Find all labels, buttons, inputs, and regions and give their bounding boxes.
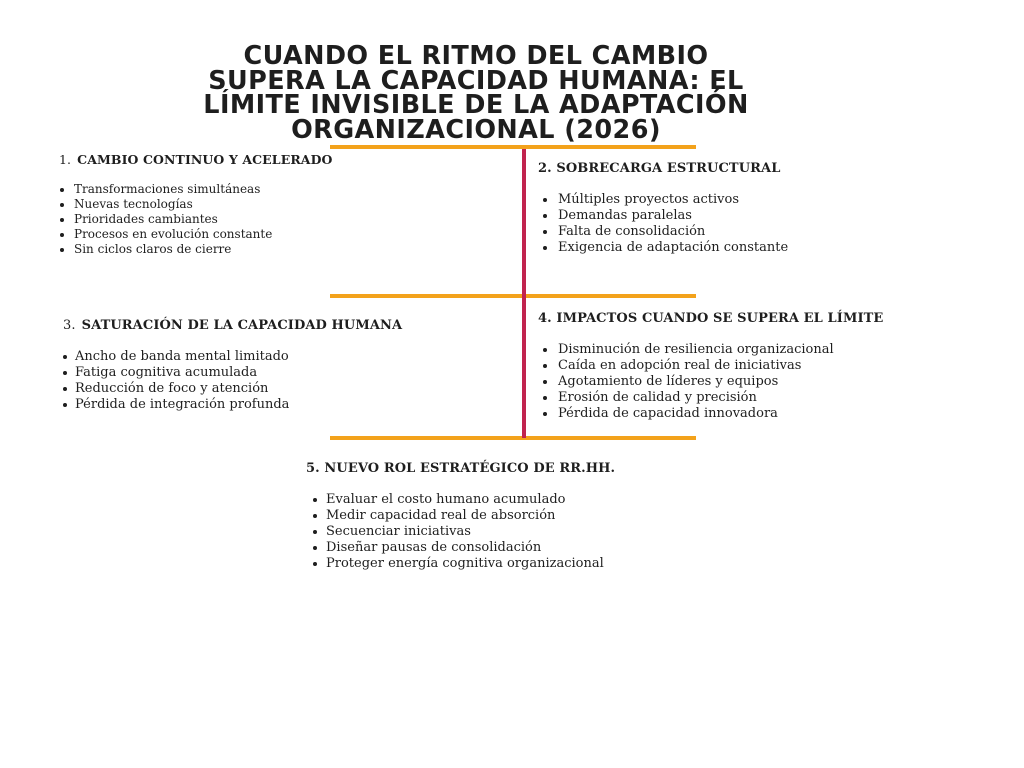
list-item: Medir capacidad real de absorción: [306, 508, 615, 524]
list-item: Procesos en evolución constante: [59, 227, 333, 242]
divider-line-top: [330, 145, 696, 149]
page-title: [190, 41, 762, 145]
list-item: Transformaciones simultáneas: [59, 182, 333, 197]
section-heading: 4. IMPACTOS CUANDO SE SUPERA EL LÍMITE: [538, 311, 884, 326]
title-line-1: CUANDO EL RITMO DEL CAMBIO: [243, 41, 709, 71]
bullet-list: [538, 192, 788, 256]
list-item: Múltiples proyectos activos: [538, 192, 788, 208]
list-item: Evaluar el costo humano acumulado: [306, 492, 615, 508]
list-item: Erosión de calidad y precisión: [538, 390, 883, 406]
list-item: Demandas paralelas: [538, 208, 788, 224]
list-item: Pérdida de integración profunda: [63, 397, 402, 413]
section-heading: [59, 152, 333, 167]
title-line-3: LÍMITE INVISIBLE DE LA ADAPTACIÓN: [203, 90, 749, 120]
divider-line-middle: [330, 294, 696, 298]
section-heading: 2. SOBRECARGA ESTRUCTURAL: [538, 161, 781, 176]
section-heading-text: CAMBIO CONTINUO Y ACELERADO: [77, 152, 333, 167]
bullet-list: [63, 349, 402, 413]
list-item: Reducción de foco y atención: [63, 381, 402, 397]
title-line-2: SUPERA LA CAPACIDAD HUMANA: EL: [208, 65, 744, 96]
list-item: Proteger energía cognitiva organizacional: [306, 556, 615, 572]
list-item: Ancho de banda mental limitado: [63, 349, 402, 365]
list-item: Agotamiento de líderes y equipos: [538, 374, 883, 390]
list-item: Fatiga cognitiva acumulada: [63, 365, 402, 381]
list-item: Prioridades cambiantes: [59, 212, 333, 227]
section-heading-text: SATURACIÓN DE LA CAPACIDAD HUMANA: [81, 318, 403, 333]
section-sobrecarga-estructural: [538, 161, 788, 256]
section-impactos-limite: [538, 311, 883, 422]
bullet-list: [538, 342, 883, 422]
section-cambio-continuo: [59, 152, 333, 257]
list-item: Sin ciclos claros de cierre: [59, 242, 333, 257]
center-vertical-line: [522, 149, 526, 438]
section-number: 3.: [63, 318, 76, 333]
list-item: Falta de consolidación: [538, 224, 788, 240]
list-item: Pérdida de capacidad innovadora: [538, 406, 883, 422]
section-nuevo-rol-rrhh: [306, 461, 615, 572]
section-saturacion-capacidad: [63, 318, 402, 413]
list-item: Caída en adopción real de iniciativas: [538, 358, 883, 374]
section-heading: 5. NUEVO ROL ESTRATÉGICO DE RR.HH.: [306, 461, 616, 476]
title-line-4: ORGANIZACIONAL (2026): [291, 114, 661, 145]
divider-line-bottom: [330, 436, 696, 440]
list-item: Diseñar pausas de consolidación: [306, 540, 615, 556]
list-item: Secuenciar iniciativas: [306, 524, 615, 540]
section-heading: [63, 318, 402, 333]
list-item: Exigencia de adaptación constante: [538, 240, 788, 256]
bullet-list: [306, 492, 615, 572]
bullet-list: [59, 182, 333, 257]
list-item: Disminución de resiliencia organizacional: [538, 342, 883, 358]
section-number: 1.: [59, 152, 72, 167]
list-item: Nuevas tecnologías: [59, 197, 333, 212]
